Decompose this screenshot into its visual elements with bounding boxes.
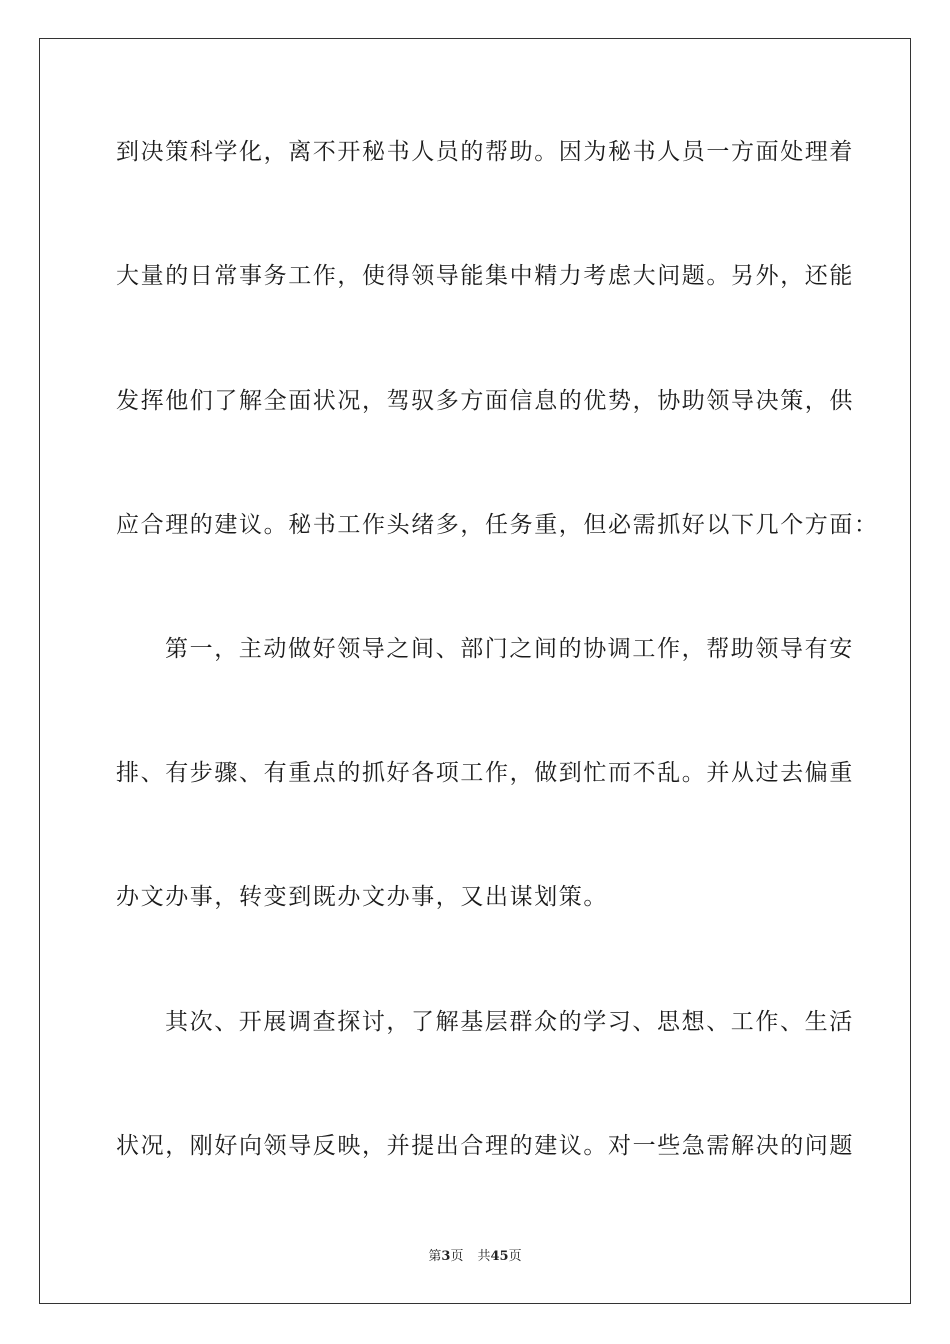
body-text-line-5: 第一，主动做好领导之间、部门之间的协调工作，帮助领导有安: [165, 636, 854, 662]
page-border: [39, 38, 911, 1304]
body-text-line-2: 大量的日常事务工作，使得领导能集中精力考虑大问题。另外，还能: [116, 263, 854, 289]
footer-total-pages: 45: [490, 1249, 509, 1264]
footer-total-suffix: 页: [508, 1249, 522, 1264]
footer-total-prefix: 共: [477, 1249, 491, 1264]
body-text-line-4: 应合理的建议。秘书工作头绪多，任务重，但必需抓好以下几个方面：: [116, 512, 879, 538]
body-text-line-6: 排、有步骤、有重点的抓好各项工作，做到忙而不乱。并从过去偏重: [116, 760, 854, 786]
body-text-line-8: 其次、开展调查探讨，了解基层群众的学习、思想、工作、生活: [165, 1009, 854, 1035]
body-text-line-7: 办文办事，转变到既办文办事，又出谋划策。: [116, 884, 608, 910]
footer-page-number: 3: [441, 1249, 451, 1264]
footer-page-prefix: 第: [428, 1249, 442, 1264]
body-text-line-3: 发挥他们了解全面状况，驾驭多方面信息的优势，协助领导决策，供: [116, 388, 854, 414]
body-text-line-1: 到决策科学化，离不开秘书人员的帮助。因为秘书人员一方面处理着: [116, 139, 854, 165]
body-text-line-9: 状况，刚好向领导反映，并提出合理的建议。对一些急需解决的问题: [116, 1133, 854, 1159]
footer-page-suffix: 页: [450, 1249, 464, 1264]
page-footer: [0, 1248, 950, 1266]
